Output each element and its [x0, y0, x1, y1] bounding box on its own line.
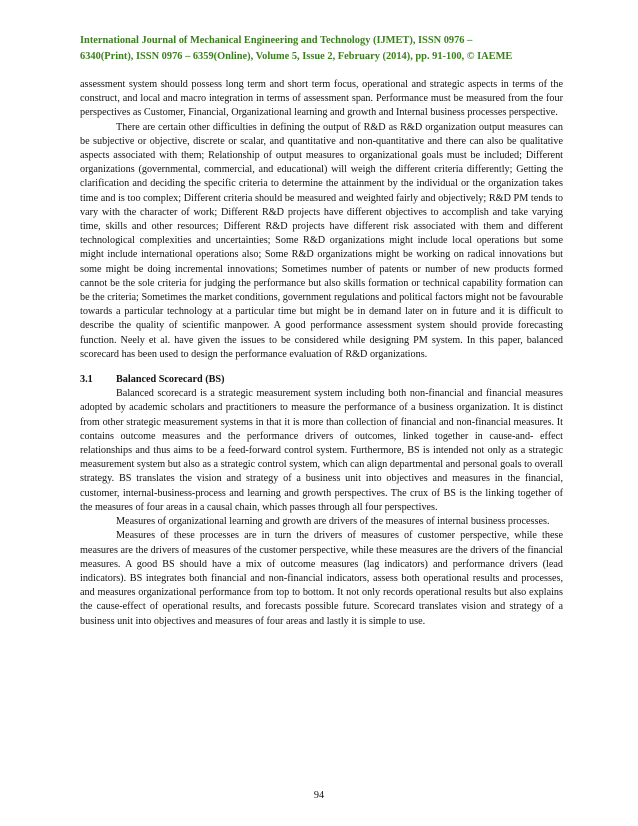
- paragraph-bs-definition: Balanced scorecard is a strategic measurement system including both non-financial and financial measures adopted by academic scholars and practitioners to measure the performance of a business organization. It is distinct from other strategic measurement systems in that it is more than collection of financial and non-financial measures. It contains outcome measures and the performance drivers of outcomes, linked together in cause-and- effect relationships and thus aims to be a feed-forward control system. Furthermore, BS is intended not only as a strategic measurement system but also as a strategic control system, which can align departmental and personal goals to overall strategy. BS translates the vision and strategy of a business unit into objectives and measures in the financial, customer, internal-business-process and learning and growth perspectives. The crux of BS is the linking together of the measures of four areas in a causal chain, which passes through all four perspectives.: [80, 388, 563, 513]
- journal-header-line1: International Journal of Mechanical Engineering and Technology (IJMET), ISSN 0976 –: [80, 35, 473, 46]
- section-number: 3.1: [80, 374, 93, 386]
- section-title: Balanced Scorecard (BS): [116, 374, 225, 386]
- section-heading: [80, 373, 563, 387]
- article-body: [80, 78, 563, 629]
- paragraph-causal-chain: Measures of these processes are in turn the drivers of measures of customer perspective, while these measures are the drivers of measures of the customer perspective, while these measures are the drivers of the financial measures. A good BS should have a mix of outcome measures (lag indicators) and performance drivers (lead indicators). BS integrates both financial and non-financial indicators, assess both operational results and processes, and measures organizational performance from top to bottom. It not only records operational results but also explains the cause-effect of operational results, and forecasts possible future. Scorecard translates vision and strategy of a business unit into objectives and measures of four areas and lastly it is simple to use.: [80, 530, 563, 627]
- journal-header: [80, 33, 563, 65]
- paragraph-learning-growth: Measures of organizational learning and growth are drivers of the measures of internal business processes.: [116, 516, 550, 528]
- paragraph-continued: assessment system should possess long term and short term focus, operational and strategic aspects in terms of the construct, and local and macro integration in terms of assessment span. Performance must be measured from the four perspectives as Customer, Financial, Organizational learning and growth and Internal business processes perspective.: [80, 79, 563, 119]
- journal-header-line2: 6340(Print), ISSN 0976 – 6359(Online), Volume 5, Issue 2, February (2014), pp. 91-100, © IAEME: [80, 51, 513, 62]
- page-number: 94: [313, 790, 325, 801]
- paragraph-rd-difficulties: There are certain other difficulties in defining the output of R&D as R&D organization output measures can be subjective or objective, discrete or scalar, and quantitative and non-quantitative and there can also be qualitative aspects associated with them; Relationship of output measures to organizational goals must be included; Different organizations (governmental, commercial, and educational) will weigh the different criteria differently; Getting the clarification and deciding the specific criteria to determine the attainment by the individual or the organization takes time and is too complex; Different criteria should be measured and weighted fairly and objectively; R&D PM tends to vary with the character of work; Different R&D projects have different objectives to accomplish and take varying time, skills and other resources; Different R&D projects have different risk associated with them and different technological complexities and uncertainties; Some R&D organizations might include local operations but some might include international operations also; Some R&D organizations might be working on radical innovations but some might be doing incremental innovations; Sometimes number of patents or number of new products formed cannot be the sole criteria for judging the performance but also skills formation or technical capability formation can be the criteria; Sometimes the market conditions, government regulations and political factors might not be favourable towards a particular technology at a particular time but might be in demand later on in future and it is difficult to describe the quality of scientific manpower. A good performance assessment system should provide forecasting function. Neely et al. have given the issues to be considered while designing PM system. In this paper, balanced scorecard has been used to design the performance evaluation of R&D organizations.: [80, 121, 563, 360]
